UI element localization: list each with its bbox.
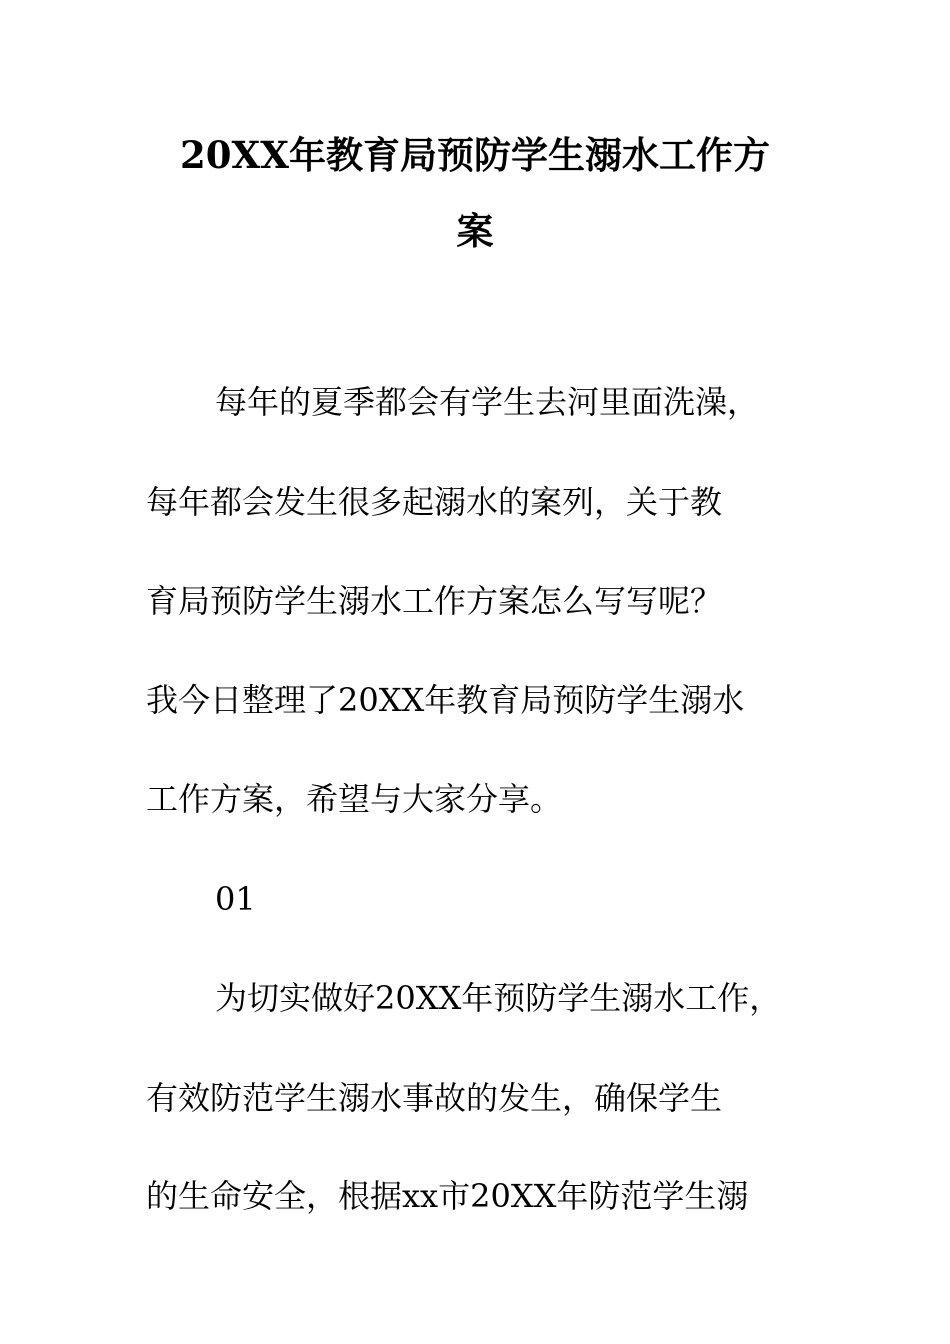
paragraph-line: 育局预防学生溺水工作方案怎么写写呢？ xyxy=(146,582,723,620)
paragraph-line: 为切实做好20XX年预防学生溺水工作， xyxy=(215,979,782,1017)
document-title-line-1: 20XX年教育局预防学生溺水工作方 xyxy=(180,133,770,177)
paragraph-line: 每年的夏季都会有学生去河里面洗澡， xyxy=(215,383,760,421)
paragraph-line: 每年都会发生很多起溺水的案列，关于教 xyxy=(146,483,723,521)
paragraph-line: 工作方案，希望与大家分享。 xyxy=(146,780,563,818)
paragraph-line: 的生命安全，根据xx市20XX年防范学生溺 xyxy=(146,1177,749,1215)
paragraph-line: 我今日整理了20XX年教育局预防学生溺水 xyxy=(146,681,745,719)
document-title-line-2: 案 xyxy=(456,209,494,253)
paragraph-line: 有效防范学生溺水事故的发生，确保学生 xyxy=(146,1079,723,1117)
section-number: 01 xyxy=(215,880,256,918)
